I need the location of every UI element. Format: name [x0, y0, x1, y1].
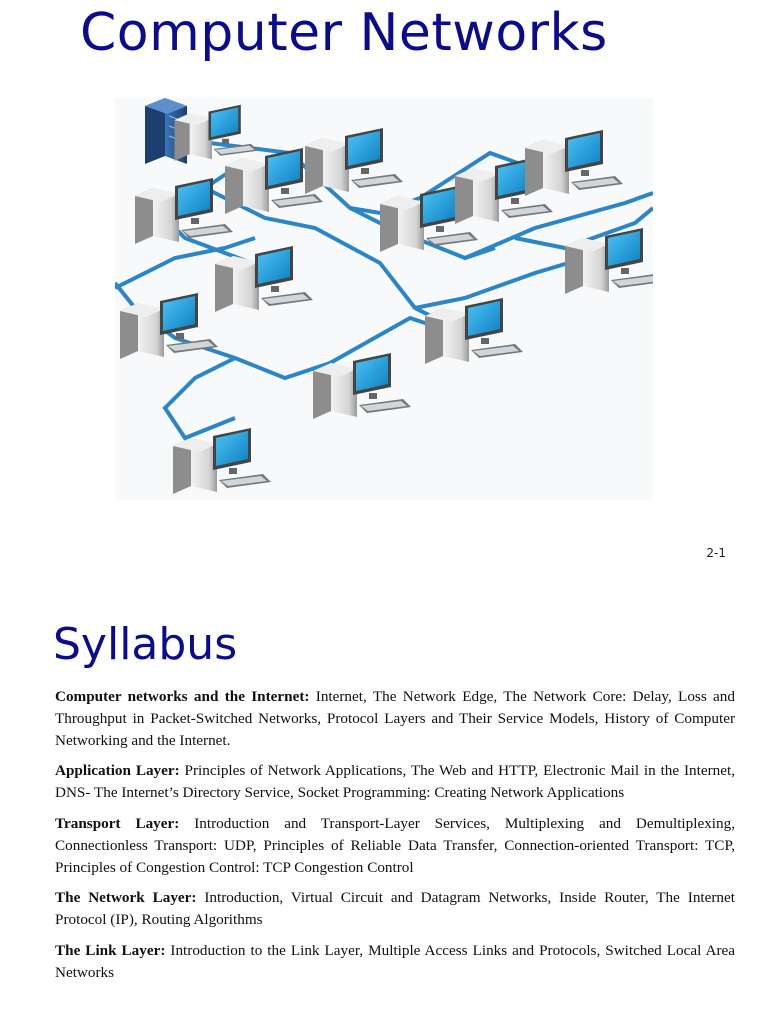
- syllabus-item-heading: Application Layer:: [55, 762, 180, 780]
- syllabus-item-heading: The Network Layer:: [55, 889, 197, 907]
- syllabus-item: [55, 813, 735, 878]
- syllabus-item: [55, 940, 735, 984]
- syllabus-item-text: Principles of Network Applications, The Web and HTTP, Electronic Mail in the Internet, DNS- The Internet’s Directory Service, Socket Programming: Creating Network Applications: [55, 762, 736, 802]
- syllabus-item-text: Introduction and Transport-Layer Services, Multiplexing and Demultiplexing, Connectionless Transport: UDP, Principles of Reliable Data Transfer, Connection-oriented Transport: TCP, Principles of Congestion Control: TCP Congestion Control: [55, 814, 736, 876]
- syllabus-item: [55, 686, 735, 751]
- slide-title: Computer Networks: [80, 3, 608, 63]
- server-rack: [145, 98, 258, 164]
- syllabus-title: Syllabus: [53, 619, 238, 670]
- syllabus-item: [55, 887, 735, 931]
- page-number: 2-1: [706, 546, 726, 560]
- workstations: [120, 128, 653, 494]
- network-illustration: [115, 98, 653, 500]
- syllabus-item-text: Introduction to the Link Layer, Multiple Access Links and Protocols, Switched Local Area Networks: [55, 941, 735, 981]
- syllabus-item-text: Internet, The Network Edge, The Network Core: Delay, Loss and Throughput in Packet-Switched Networks, Protocol Layers and Their Service Models, History of Computer Networking and the Internet.: [55, 688, 735, 749]
- syllabus-body: [55, 686, 735, 993]
- syllabus-item: [55, 760, 735, 804]
- syllabus-item-heading: Transport Layer:: [55, 814, 180, 832]
- syllabus-item-heading: The Link Layer:: [55, 941, 166, 959]
- syllabus-item-text: Introduction, Virtual Circuit and Datagram Networks, Inside Router, The Internet Protocol (IP), Routing Algorithms: [55, 889, 735, 929]
- syllabus-item-heading: Computer networks and the Internet:: [55, 688, 310, 705]
